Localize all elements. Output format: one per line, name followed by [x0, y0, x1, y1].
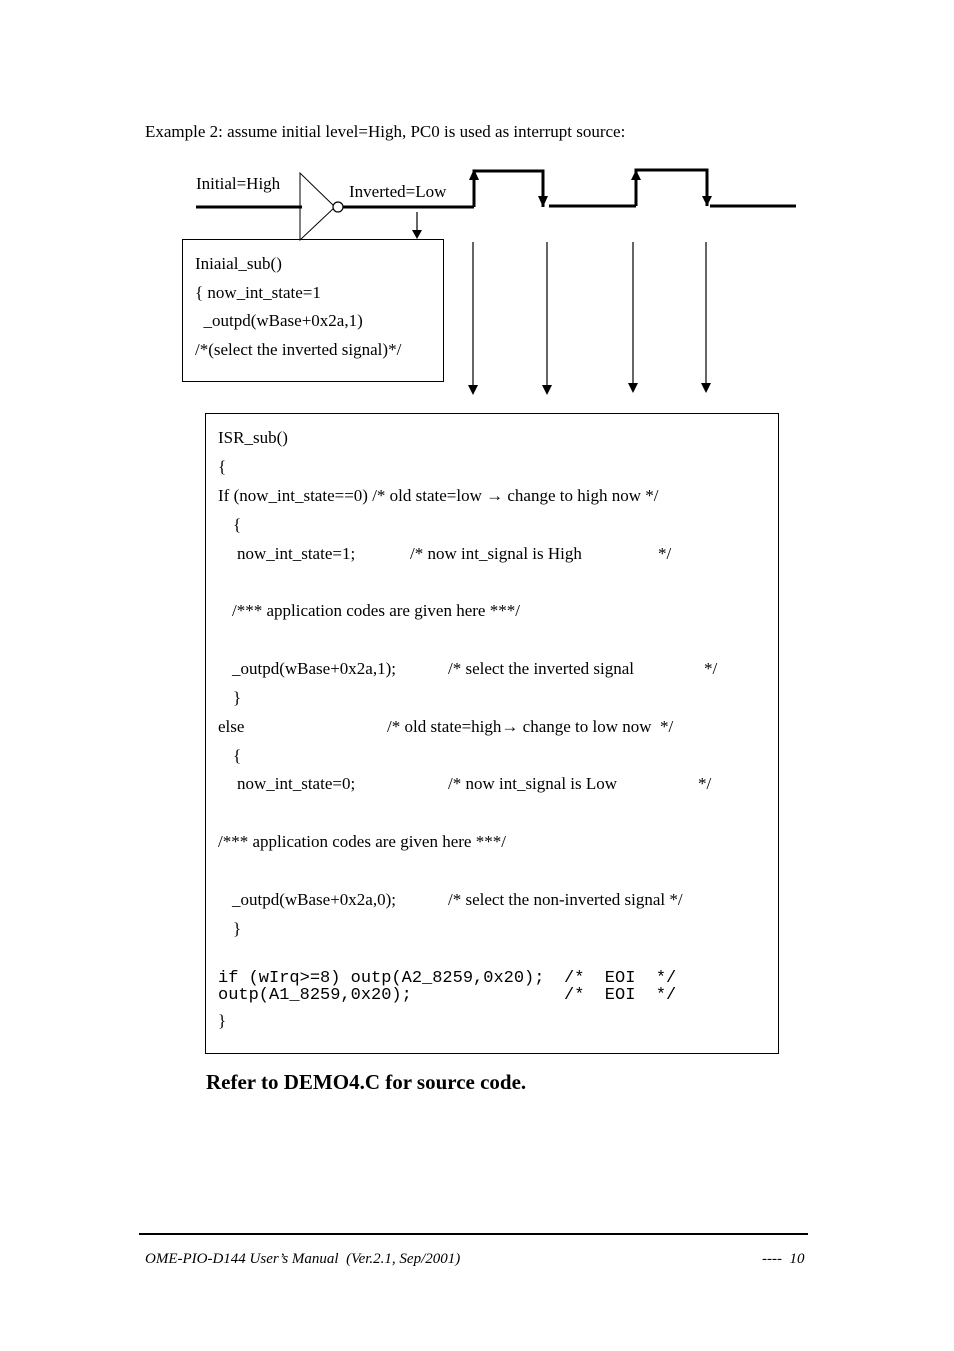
code-comment: /* select the inverted signal — [448, 659, 634, 678]
code-line: /*** application codes are given here ***/ — [218, 832, 506, 851]
refer-text: Refer to DEMO4.C for source code. — [206, 1070, 527, 1094]
signal-diagram — [0, 0, 954, 420]
code-line: Iniaial_sub() — [195, 254, 282, 273]
code-comment: /* select the non-inverted signal */ — [448, 890, 683, 909]
code-comment: /* old state=high→ change to low now */ — [387, 717, 674, 736]
arrow-down-icon — [538, 196, 548, 207]
arrow-down-icon — [468, 385, 478, 395]
code-line: { — [218, 457, 227, 476]
inverter-bubble — [333, 202, 343, 212]
footer-rule — [139, 1233, 808, 1235]
code-comment: */ — [698, 774, 712, 793]
code-line: If (now_int_state==0) /* old state=low → change to high now */ — [218, 486, 659, 505]
intro-text: Example 2: assume initial level=High, PC0 is used as interrupt source: — [145, 122, 626, 141]
code-line-mono: if (wIrq>=8) outp(A2_8259,0x20); — [218, 969, 545, 988]
code-line: now_int_state=0; — [237, 774, 356, 793]
code-line: } — [233, 919, 242, 938]
code-line: now_int_state=1; — [237, 544, 356, 563]
isr-sub-box — [205, 413, 779, 1054]
arrow-down-icon — [701, 383, 711, 393]
code-line: { — [233, 515, 242, 534]
code-line: { now_int_state=1 — [195, 283, 321, 302]
code-line: } — [218, 1011, 227, 1030]
code-line-mono: outp(A1_8259,0x20); — [218, 986, 412, 1005]
code-line: /*** application codes are given here ***/ — [232, 601, 520, 620]
code-comment-mono: /* EOI */ — [564, 969, 677, 988]
inverted-low-label: Inverted=Low — [349, 182, 447, 201]
code-comment: /* now int_signal is Low — [448, 774, 618, 793]
code-line: _outpd(wBase+0x2a,0); — [232, 890, 396, 909]
code-line: } — [233, 688, 242, 707]
code-line: /*(select the inverted signal)*/ — [195, 340, 402, 359]
code-line: _outpd(wBase+0x2a,1); — [232, 659, 396, 678]
code-comment-mono: /* EOI */ — [564, 986, 677, 1005]
code-comment: /* now int_signal is High — [410, 544, 582, 563]
init-sub-box — [182, 239, 444, 382]
arrow-down-icon — [628, 383, 638, 393]
arrow-down-icon — [542, 385, 552, 395]
arrow-down-icon — [412, 230, 422, 239]
initial-high-label: Initial=High — [196, 174, 281, 193]
pulse-waveform-1 — [474, 171, 543, 207]
code-line: ISR_sub() — [218, 428, 288, 447]
code-line: else — [218, 717, 245, 736]
code-line: { — [233, 746, 242, 765]
code-comment: */ — [658, 544, 672, 563]
code-comment: */ — [704, 659, 718, 678]
pulse-waveform-2 — [636, 170, 707, 206]
page-number: ---- 10 — [762, 1251, 805, 1267]
code-line: _outpd(wBase+0x2a,1) — [195, 311, 363, 330]
inverter-gate — [300, 173, 335, 240]
footer-title: OME-PIO-D144 User’s Manual (Ver.2.1, Sep/2001) — [145, 1251, 461, 1267]
